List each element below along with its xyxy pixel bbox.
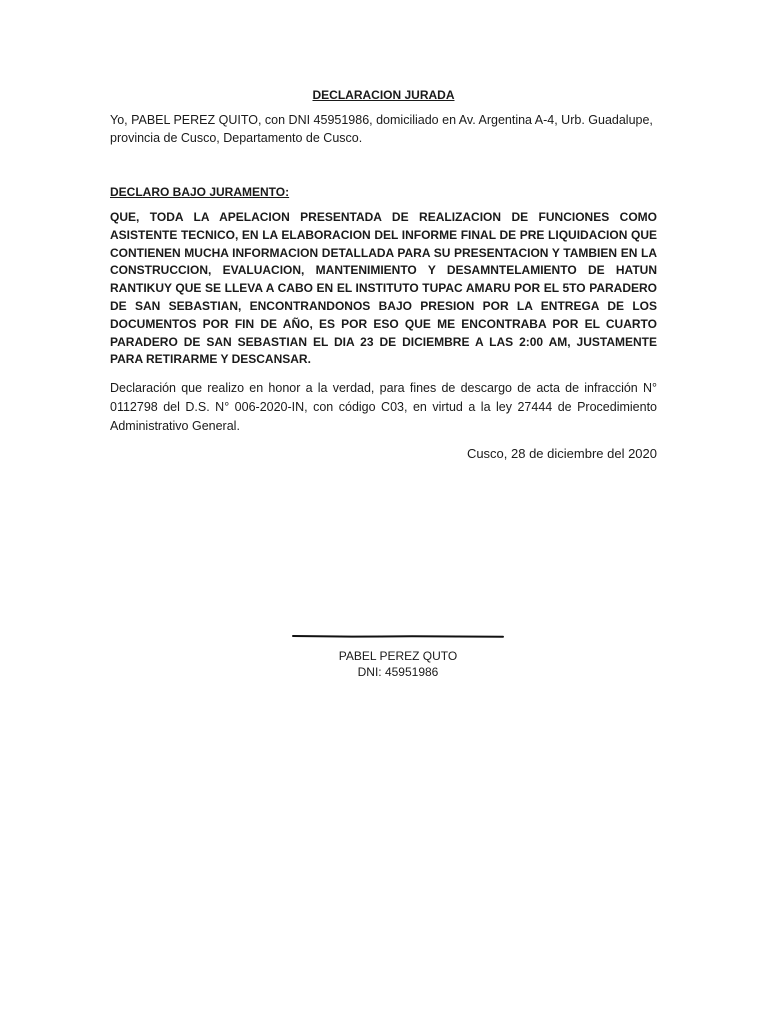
declaration-heading: DECLARO BAJO JURAMENTO: xyxy=(110,185,290,199)
document-body xyxy=(110,86,657,464)
intro-paragraph: Yo, PABEL PEREZ QUITO, con DNI 45951986, domiciliado en Av. Argentina A-4, Urb. Guadalupe, provincia de Cusco, Departamento de Cusco. xyxy=(110,113,653,145)
signature-line xyxy=(292,628,504,640)
declaration-paragraph: QUE, TODA LA APELACION PRESENTADA DE REALIZACION DE FUNCIONES COMO ASISTENTE TECNICO, EN LA ELABORACION DEL INFORME FINAL DE PRE LIQUIDACION QUE CONTIENEN MUCHA INFORMACION DETALLADA PARA SU PRESENTACION Y TAMBIEN EN LA CONSTRUCCION, EVALUACION, MANTENIMIENTO Y DESAMNTELAMIENTO DE HATUN RANTIKUY QUE SE LLEVA A CABO EN EL INSTITUTO TUPAC AMARU POR EL 5TO PARADERO DE SAN SEBASTIAN, ENCONTRANDONOS BAJO PRESION POR LA ENTREGA DE LOS DOCUMENTOS POR FIN DE AÑO, ES POR ESO QUE ME ENCONTRABA POR EL CUARTO PARADERO DE SAN SEBASTIAN EL DIA 23 DE DICIEMBRE A LAS 2:00 AM, JUSTAMENTE PARA RETIRARME Y DESCANSAR. xyxy=(110,210,657,367)
place-date: Cusco, 28 de diciembre del 2020 xyxy=(466,446,657,462)
signer-dni: DNI: 45951986 xyxy=(357,665,439,679)
document-title: DECLARACION JURADA xyxy=(312,88,455,102)
closing-paragraph: Declaración que realizo en honor a la verdad, para fines de descargo de acta de infracción N° 0112798 del D.S. N° 006-2020-IN, con código C03, en virtud a la ley 27444 de Procedimiento Administrativo General. xyxy=(110,381,657,434)
signer-name: PABEL PEREZ QUTO xyxy=(338,649,458,663)
signature-block xyxy=(268,628,528,680)
